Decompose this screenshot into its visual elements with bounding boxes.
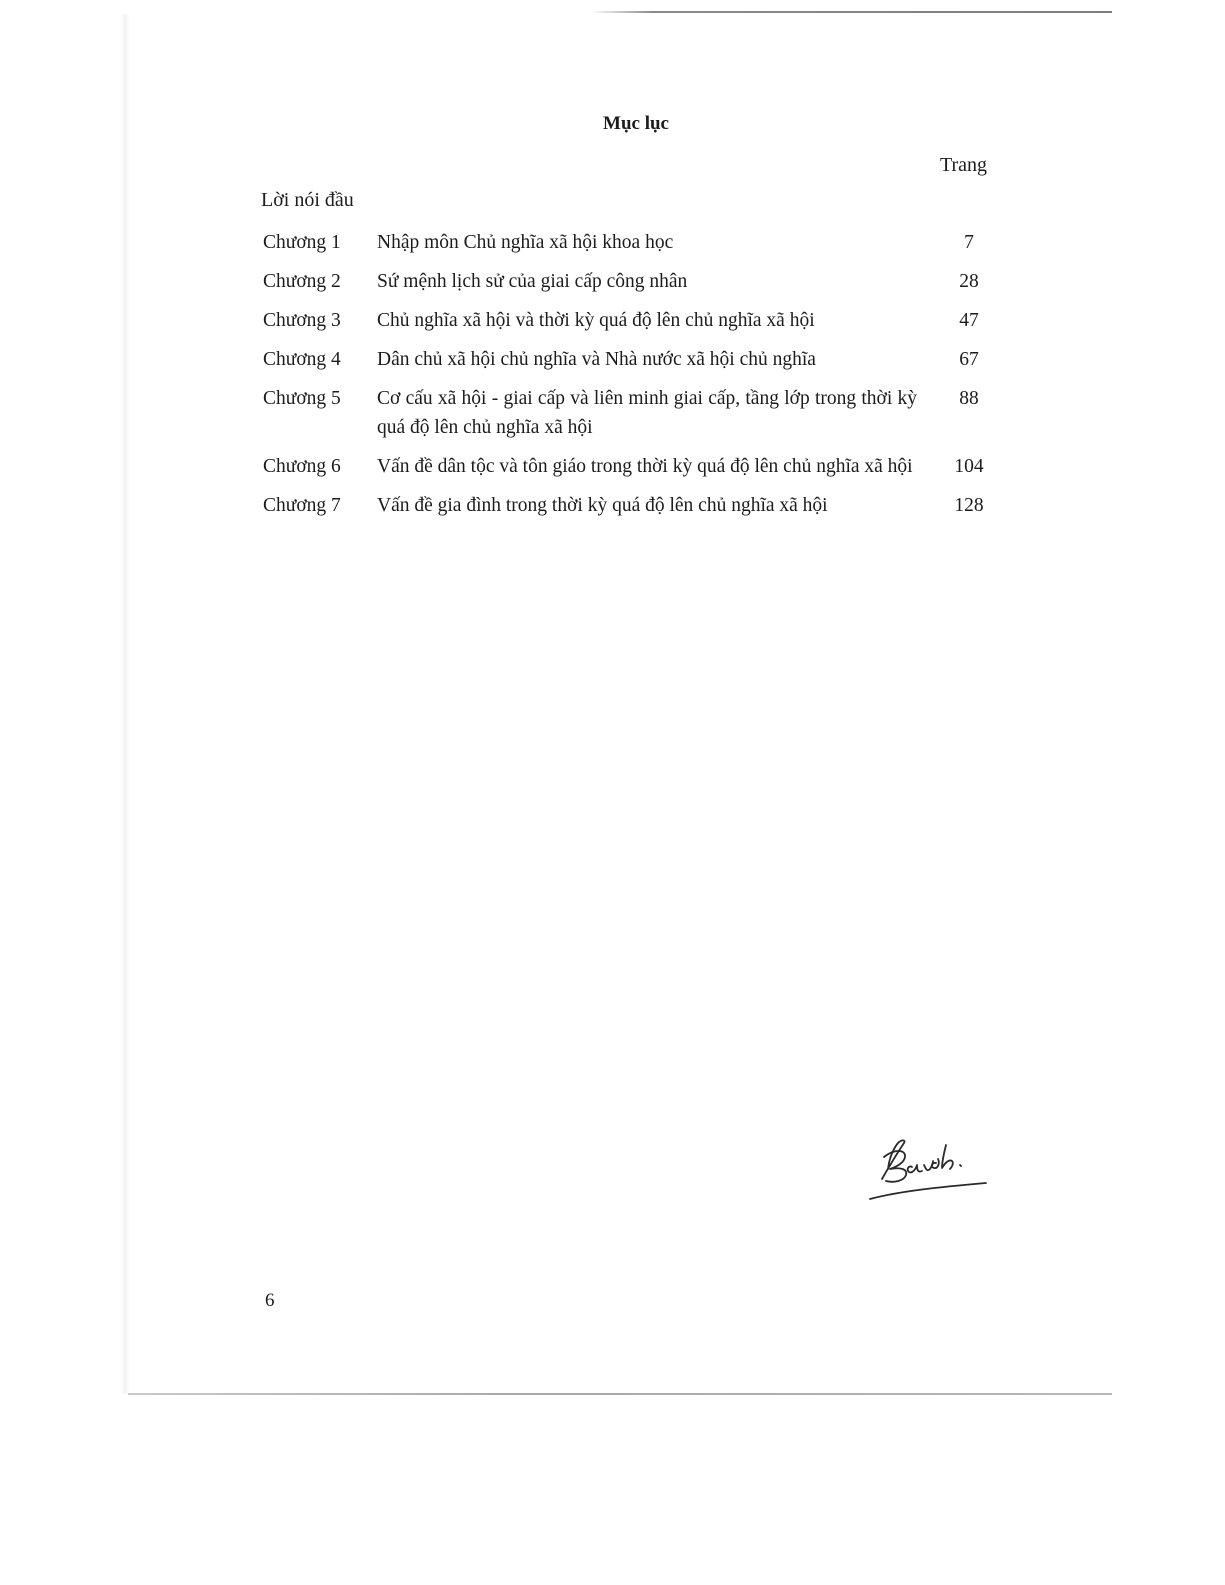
toc-entry-7 [263,491,993,520]
chapter-title: Dân chủ xã hội chủ nghĩa và Nhà nước xã hội chủ nghĩa [377,349,816,370]
scan-edge-bottom [128,1393,1112,1395]
chapter-page: 88 [959,388,979,409]
chapter-page: 128 [954,495,984,516]
toc-entry-1 [263,228,993,257]
page-number: 6 [265,1290,275,1311]
chapter-page: 47 [959,310,979,331]
chapter-number: Chương 3 [263,310,341,331]
handwritten-signature [860,1135,1000,1210]
page-title: Mục lục [603,113,669,134]
scan-edge-top [590,11,1112,13]
page-column-header: Trang [940,154,988,176]
chapter-title: Sứ mệnh lịch sử của giai cấp công nhân [377,271,688,292]
chapter-title: Vấn đề gia đình trong thời kỳ quá độ lên chủ nghĩa xã hội [377,495,828,516]
chapter-title: Cơ cấu xã hội - giai cấp và liên minh giai cấp, tầng lớp trong thời kỳ quá độ lên chủ nghĩa xã hội [377,388,917,438]
toc-entry-6 [263,452,993,481]
chapter-page: 7 [964,232,974,253]
chapter-title: Nhập môn Chủ nghĩa xã hội khoa học [377,232,674,253]
toc-entry-2 [263,267,993,296]
toc-entry-4 [263,345,993,374]
chapter-page: 28 [959,271,979,292]
preface-entry: Lời nói đầu [261,189,354,211]
chapter-page: 104 [954,456,984,477]
chapter-number: Chương 6 [263,456,341,477]
scan-edge-left [120,14,130,1394]
table-of-contents [263,228,993,530]
chapter-page: 67 [959,349,979,370]
chapter-title: Chủ nghĩa xã hội và thời kỳ quá độ lên chủ nghĩa xã hội [377,310,815,331]
chapter-number: Chương 4 [263,349,341,370]
chapter-number: Chương 5 [263,388,341,409]
chapter-number: Chương 7 [263,495,341,516]
chapter-number: Chương 2 [263,271,341,292]
chapter-number: Chương 1 [263,232,341,253]
chapter-title: Vấn đề dân tộc và tôn giáo trong thời kỳ quá độ lên chủ nghĩa xã hội [377,456,913,477]
toc-entry-3 [263,306,993,335]
toc-entry-5 [263,384,993,442]
